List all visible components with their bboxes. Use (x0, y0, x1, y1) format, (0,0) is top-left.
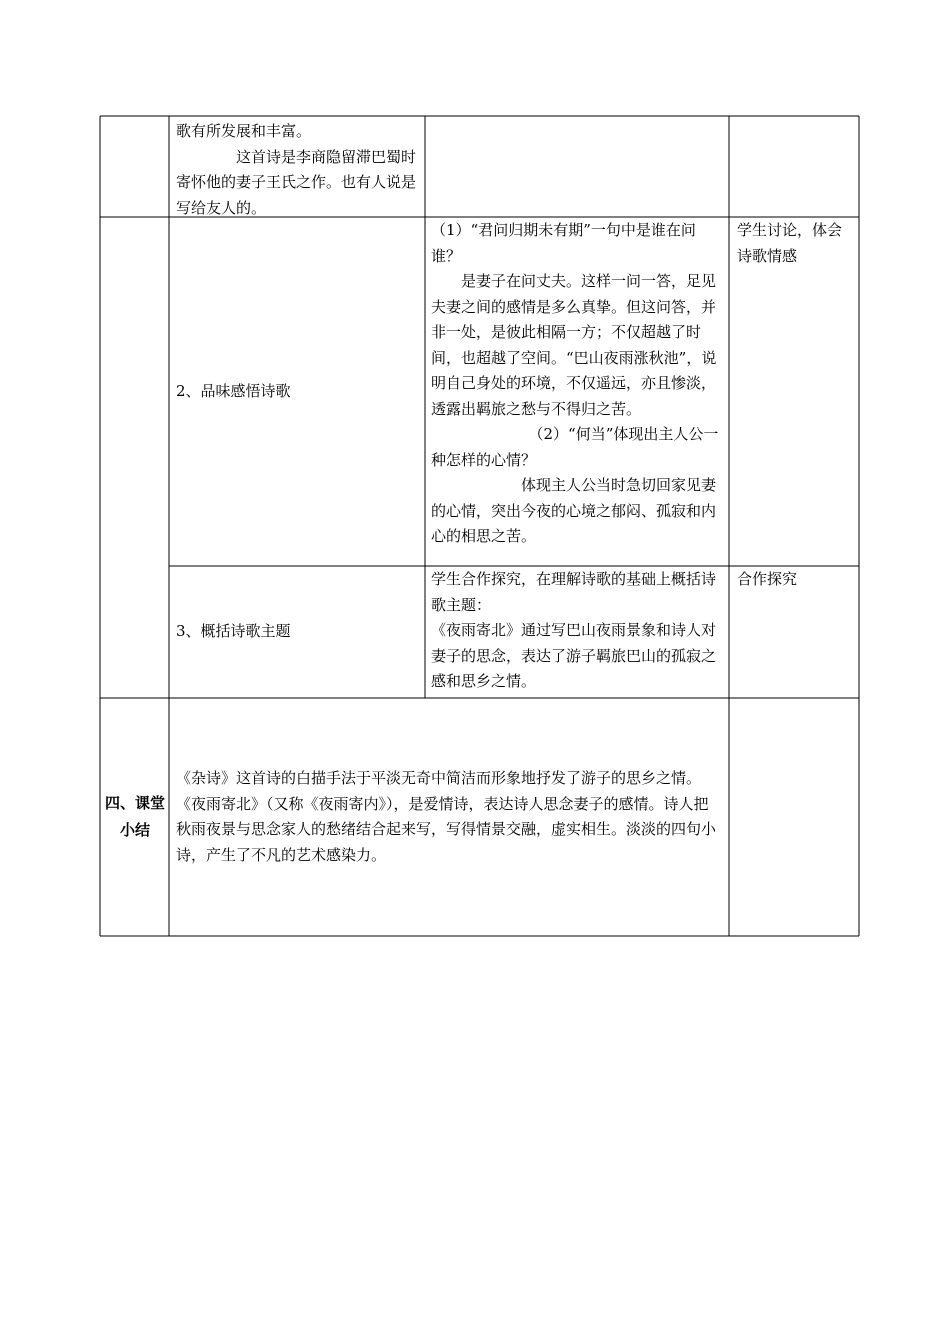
row2-student-cell (737, 218, 853, 269)
row2-teacher-cell (431, 218, 723, 550)
section-heading-cell (104, 699, 166, 935)
row2-content-label: 2、品味感悟诗歌 (176, 381, 291, 400)
summary-text: 《杂诗》这首诗的白描手法于平淡无奇中简洁而形象地抒发了游子的思乡之情。《夜雨寄北》（又称《夜雨寄内》），是爱情诗，表达诗人思念妻子的感情。诗人把秋雨夜景与思念家人的愁绪结合起来写，写得情景交融，虚实相生。淡淡的四句小诗，产生了不凡的艺术感染力。 (176, 769, 717, 864)
row3-content-label: 3、概括诗歌主题 (176, 622, 291, 641)
row2-teacher-paragraph-3: （2）“何当”体现出主人公一种怎样的心情？ (431, 425, 719, 469)
row3-student-text: 合作探究 (737, 570, 798, 588)
row3-teacher-paragraph-2: 《夜雨寄北》通过写巴山夜雨景象和诗人对妻子的思念，表达了游子羁旅巴山的孤寂之感和思乡之情。 (431, 621, 717, 690)
row2-content-cell (176, 218, 420, 565)
row2-teacher-paragraph-2: 是妻子在问丈夫。这样一问一答，足见夫妻之间的感情是多么真挚。但这问答，并非一处，是彼此相隔一方；不仅超越了时间，也超越了空间。“巴山夜雨涨秋池”，说明自己身处的环境，不仅遥远，亦且惨淡，透露出羁旅之愁与不得归之苦。 (431, 272, 717, 418)
row3-teacher-cell (431, 567, 723, 695)
row1-content-cell (176, 119, 420, 221)
row2-teacher-paragraph-4: 体现主人公当时急切回家见妻的心情，突出今夜的心境之郁闷、孤寂和内心的相思之苦。 (431, 476, 717, 545)
summary-cell (176, 699, 722, 935)
row3-content-cell (176, 567, 420, 697)
row2-teacher-paragraph-1: （1）“君问归期未有期”一句中是谁在问谁？ (431, 221, 696, 265)
row1-paragraph-2: 这首诗是李商隐留滞巴蜀时寄怀他的妻子王氏之作。也有人说是写给友人的。 (176, 147, 417, 217)
row1-paragraph-1: 歌有所发展和丰富。 (176, 122, 312, 140)
row2-student-text: 学生讨论，体会诗歌情感 (737, 221, 843, 265)
section-heading: 四、课堂小结 (104, 794, 165, 839)
row3-teacher-paragraph-1: 学生合作探究，在理解诗歌的基础上概括诗歌主题： (431, 570, 717, 614)
row3-student-cell (737, 567, 853, 593)
